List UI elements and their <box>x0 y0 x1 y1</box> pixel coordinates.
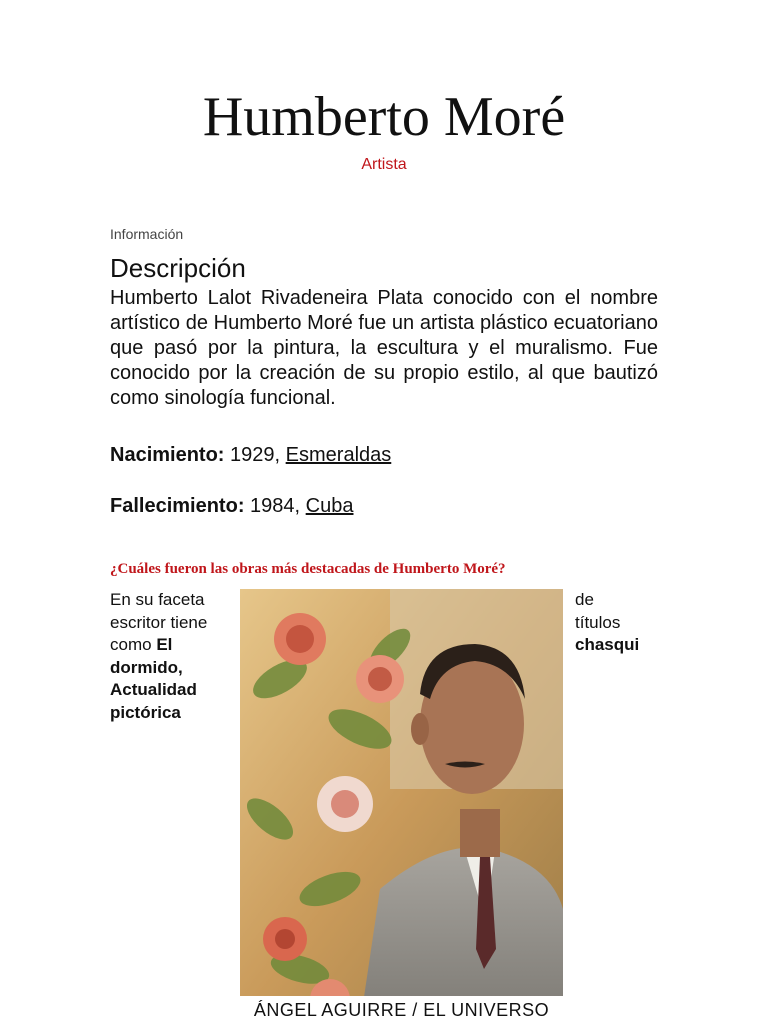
birth-year: 1929, <box>230 444 281 466</box>
works-question: ¿Cuáles fueron las obras más destacadas de Humberto Moré? <box>110 561 506 577</box>
death-fact <box>110 493 353 519</box>
photo-credit: ÁNGEL AGUIRRE / EL UNIVERSO <box>240 996 563 1024</box>
works-left-line: escritor tiene <box>110 612 208 632</box>
artist-photo <box>240 589 563 1024</box>
works-right-line: de <box>575 590 594 609</box>
page-title: Humberto Moré <box>202 86 566 148</box>
works-left-line: En su faceta <box>110 590 205 609</box>
birth-fact <box>110 442 391 468</box>
works-title-bold: chasqui <box>575 635 640 654</box>
birth-label: Nacimiento: <box>110 444 225 466</box>
works-title-bold: Actualidad pictórica <box>110 680 197 722</box>
death-label: Fallecimiento: <box>110 495 245 517</box>
description-heading: Descripción <box>110 253 246 283</box>
birth-place-link[interactable]: Esmeraldas <box>285 444 392 466</box>
works-right-line: títulos <box>575 612 621 632</box>
works-title-bold: El dormido, <box>110 635 183 677</box>
page-subtitle: Artista <box>361 156 407 173</box>
description-text: Humberto Lalot Rivadeneira Plata conocido con el nombre artístico de Humberto Moré fue un artista plástico ecuatoriano que pasó por la pintura, la escultura y el muralismo. Fue conocido por la creación de su propio estilo, al que bautizó como sinología funcional. <box>110 287 658 409</box>
artist-photo-illustration <box>240 589 563 1024</box>
works-text-right <box>575 589 665 657</box>
death-year: 1984, <box>250 495 301 517</box>
works-left-line: como <box>110 635 152 654</box>
works-text-left <box>110 589 235 724</box>
section-label: Información <box>110 226 184 242</box>
death-place-link[interactable]: Cuba <box>305 495 354 517</box>
